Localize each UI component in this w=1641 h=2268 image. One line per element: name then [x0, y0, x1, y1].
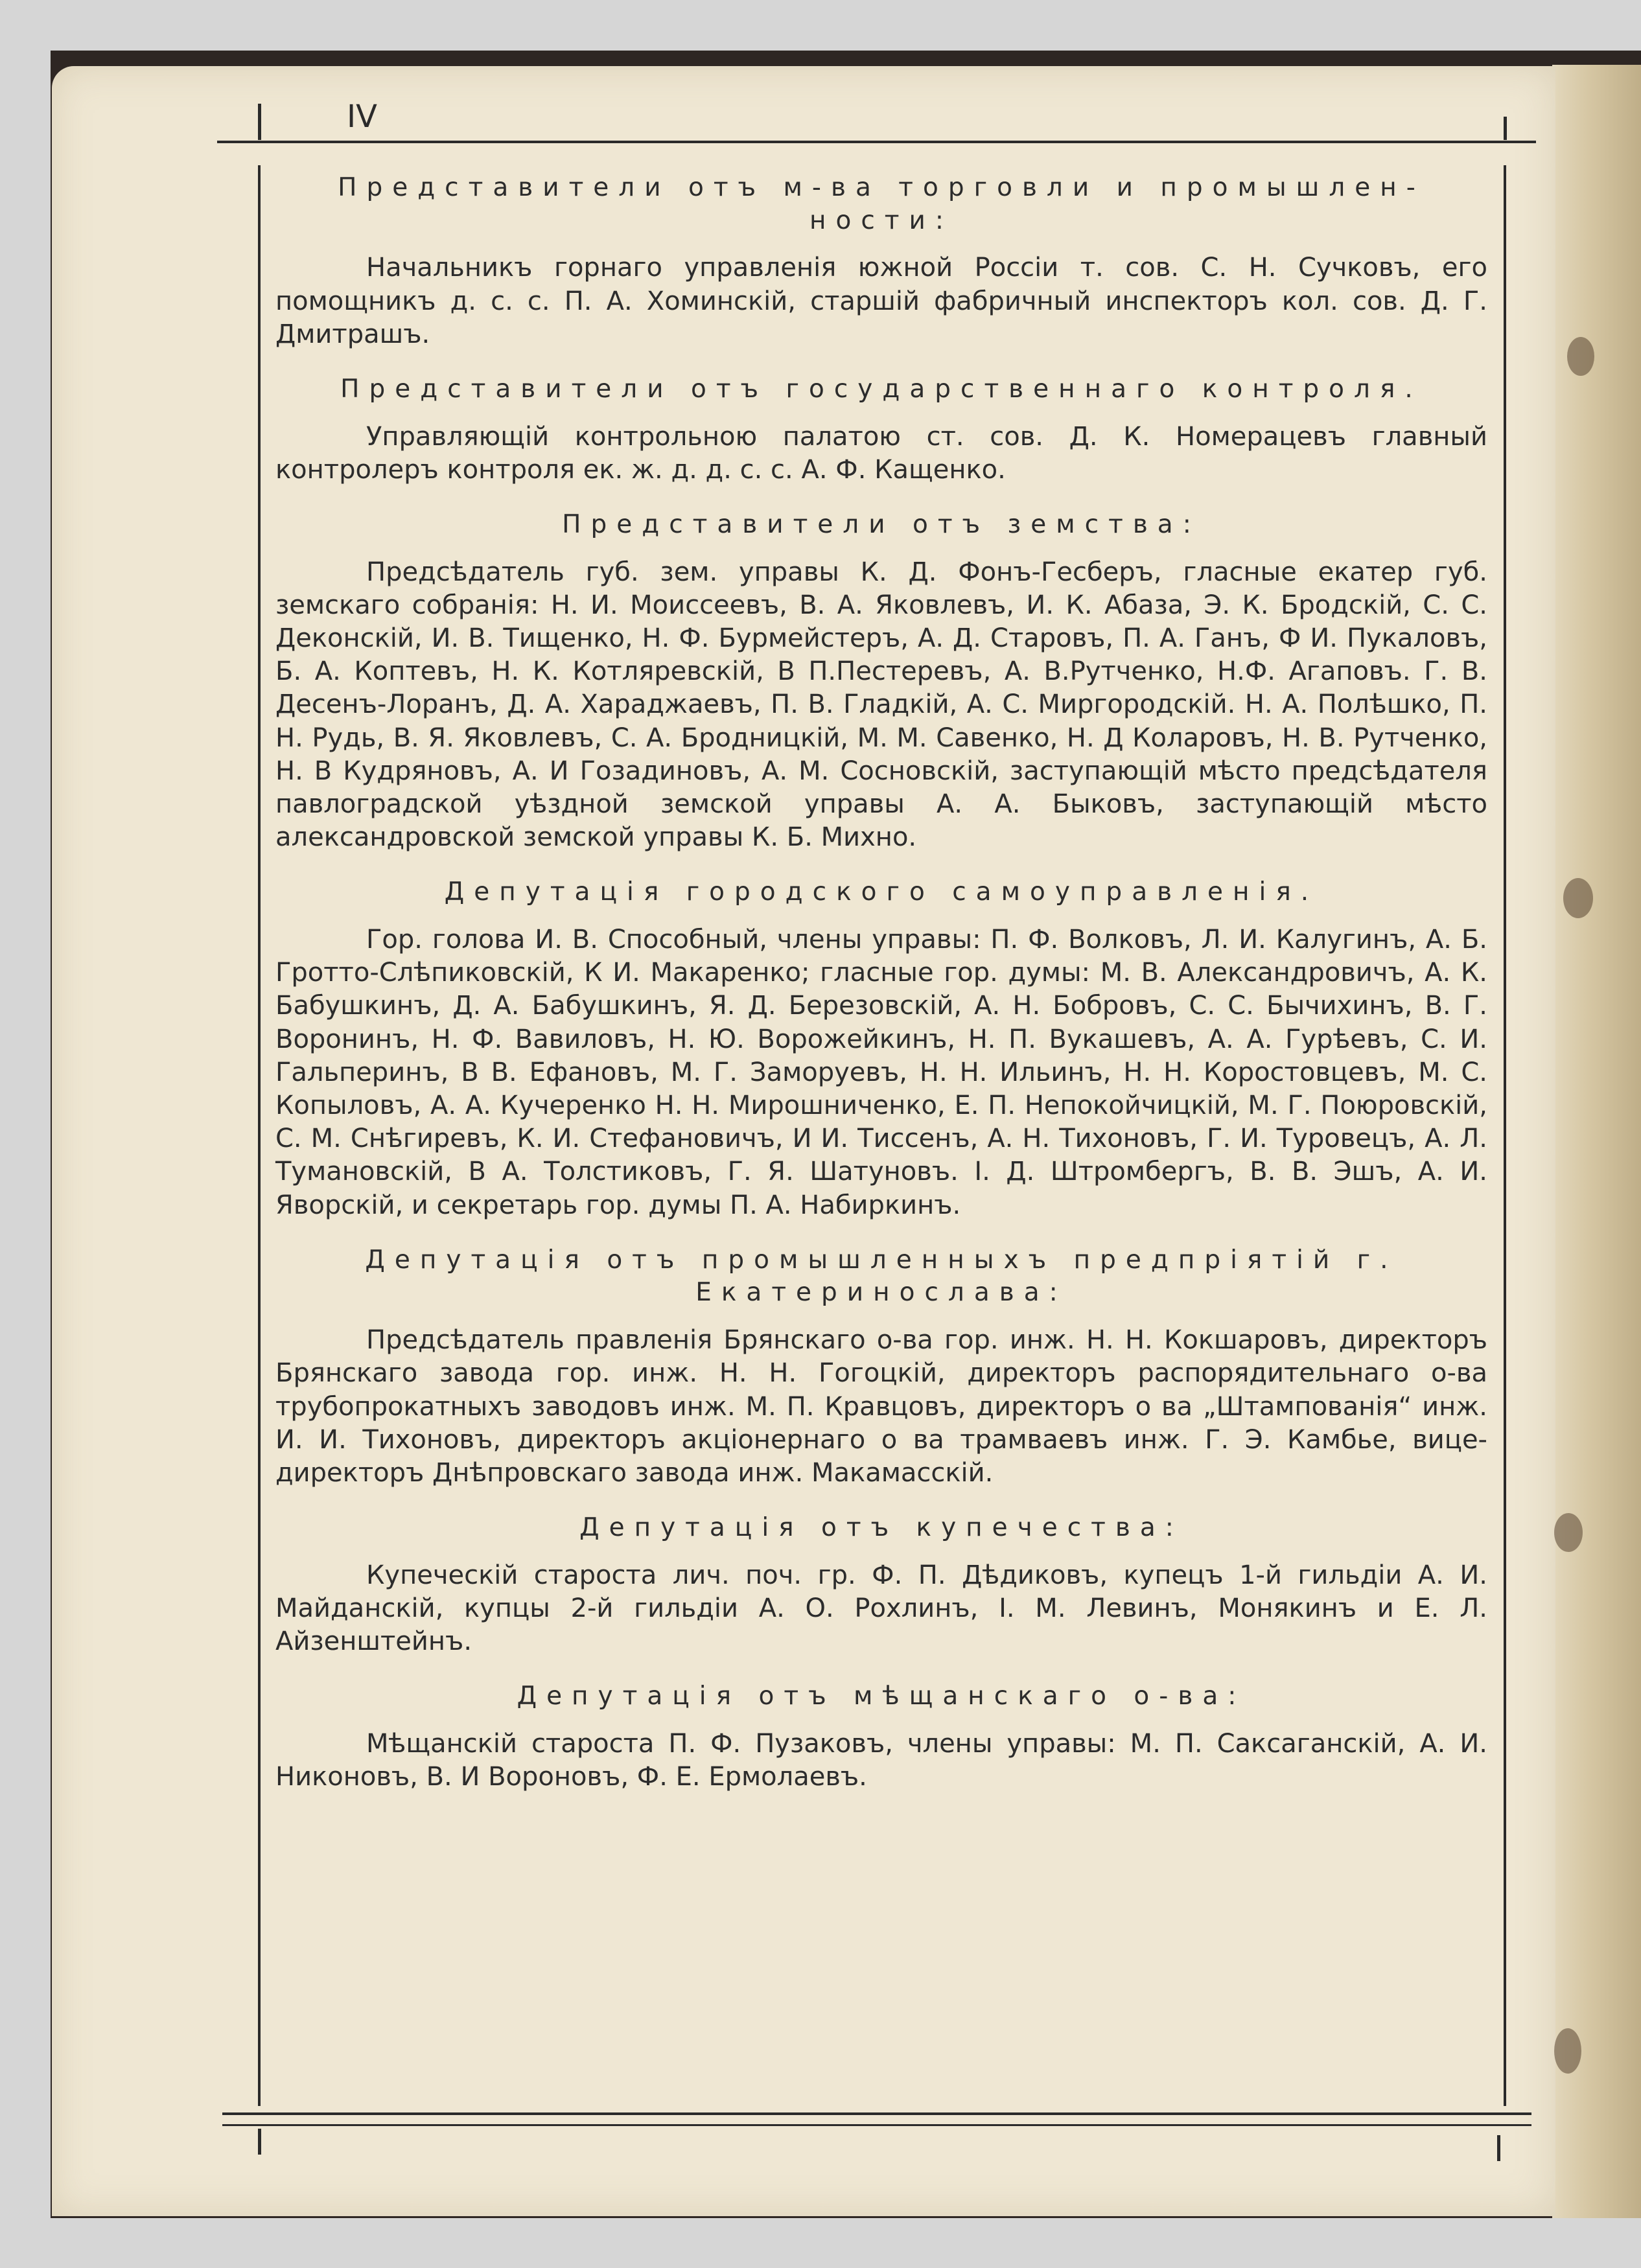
section-title: Депутація отъ купечества: [579, 1513, 1183, 1543]
frame-right-rule [1504, 165, 1506, 2106]
header-tick-right [1504, 117, 1507, 140]
page-number: IV [347, 98, 377, 135]
section-body: Купеческій староста лич. поч. гр. Ф. П. Дѣдиковъ, купецъ 1-й гильдіи А. И. Майданскій, купцы 2-й гильдіи А. О. Рохлинъ, І. М. Левинъ, Монякинъ и Е. Л. Айзенштейнъ. [275, 1560, 1487, 1657]
section-title: Представители отъ м-ва торговли и промышлен-ности: [338, 173, 1425, 235]
section-body: Мѣщанскій староста П. Ф. Пузаковъ, члены управы: М. П. Саксаганскій, А. И. Никоновъ, В. И Вороновъ, Ф. Е. Ермолаевъ. [275, 1729, 1487, 1792]
book-spine [1552, 65, 1641, 2218]
margin-stain [1554, 2028, 1581, 2074]
footer-rule-top [222, 2112, 1531, 2115]
margin-stain [1563, 878, 1593, 918]
footer-tick-right [1497, 2135, 1500, 2161]
page-body [275, 172, 1487, 1816]
section-title: Депутація отъ промышленныхъ предпріятій г. Екатеринослава: [365, 1245, 1398, 1308]
footer-rule-bottom [222, 2124, 1531, 2126]
section-body: Предсѣдатель губ. зем. управы К. Д. Фонъ-Гесберъ, гласные екатер губ. земскаго собранія: Н. И. Моиссеевъ, В. А. Яковлевъ, И. К. Абаза, Э. К. Бродскій, С. С. Деконскій, И. В. Тищенко, Н. Ф. Бурмейстеръ, А. Д. Старовъ, П. А. Ганъ, Ф И. Пукаловъ, Б. А. Коптевъ, Н. К. Котляревскій, В П.Пестеревъ, А. В.Рутченко, Н.Ф. Агаповъ. Г. В. Десенъ-Лоранъ, Д. А. Хараджаевъ, П. В. Гладкій, А. С. Миргородскій. Н. А. Полѣшко, П. Н. Рудь, В. Я. Яковлевъ, С. А. Бродницкій, М. М. Савенко, Н. Д Коларовъ, Н. В. Рутченко, Н. В Кудряновъ, А. И Гозадиновъ, А. М. Сосновскій, заступающій мѣсто предсѣдателя павлоградской уѣздной земской управы А. А. Быковъ, заступающій мѣсто александровской земской управы К. Б. Михно. [275, 557, 1487, 853]
section-title: Представители отъ государственнаго контроля. [340, 374, 1423, 404]
header-rule [217, 141, 1536, 143]
section-body: Начальникъ горнаго управленія южной Россіи т. сов. С. Н. Сучковъ, его помощникъ д. с. с. П. А. Хоминскій, старшій фабричный инспекторъ кол. сов. Д. Г. Дмитрашъ. [275, 253, 1487, 349]
section-title: Депутація городского самоуправленія. [444, 877, 1319, 907]
section-title: Представители отъ земства: [562, 510, 1201, 539]
footer-tick-left [258, 2129, 261, 2155]
margin-stain [1567, 337, 1594, 376]
margin-stain [1554, 1513, 1583, 1552]
section-body: Управляющій контрольною палатою ст. сов. Д. К. Номерацевъ главный контролеръ контроля ек. ж. д. д. с. с. А. Ф. Кащенко. [275, 421, 1487, 485]
section-body: Предсѣдатель правленія Брянскаго о-ва гор. инж. Н. Н. Кокшаровъ, директоръ Брянскаго завода гор. инж. Н. Н. Гогоцкій, директоръ распорядительнаго о-ва трубопрокатныхъ заводовъ инж. М. П. Кравцовъ, директоръ о ва „Штампованія“ инж. И. И. Тихоновъ, директоръ акціонернаго о ва трамваевъ инж. Г. Э. Камбье, вице-директоръ Днѣпровскаго завода инж. Макамасскій. [275, 1325, 1487, 1488]
header-tick-left [258, 104, 261, 140]
section-title: Депутація отъ мѣщанскаго о-ва: [517, 1682, 1246, 1711]
section-body: Гор. голова И. В. Способный, члены управы: П. Ф. Волковъ, Л. И. Калугинъ, А. Б. Гротто-Слѣпиковскій, К И. Макаренко; гласные гор. думы: М. В. Александровичъ, А. К. Бабушкинъ, Д. А. Бабушкинъ, Я. Д. Березовскій, А. Н. Бобровъ, С. С. Бычихинъ, В. Г. Воронинъ, Н. Ф. Вавиловъ, Н. Ю. Ворожейкинъ, Н. П. Вукашевъ, А. А. Гурѣевъ, С. И. Гальперинъ, В В. Ефановъ, М. Г. Заморуевъ, Н. Н. Ильинъ, Н. Н. Коростовцевъ, М. С. Копыловъ, А. А. Кучеренко Н. Н. Мирошниченко, Е. П. Непокойчицкій, М. Г. Поюровскій, С. М. Снѣгиревъ, К. И. Стефановичъ, И И. Тиссенъ, А. Н. Тихоновъ, Г. И. Туровецъ, А. Л. Тумановскій, В А. Толстиковъ, Г. Я. Шатуновъ. І. Д. Штромбергъ, В. В. Эшъ, А. И. Яворскій, и секретарь гор. думы П. А. Набиркинъ. [275, 925, 1487, 1220]
frame-left-rule [258, 165, 261, 2106]
